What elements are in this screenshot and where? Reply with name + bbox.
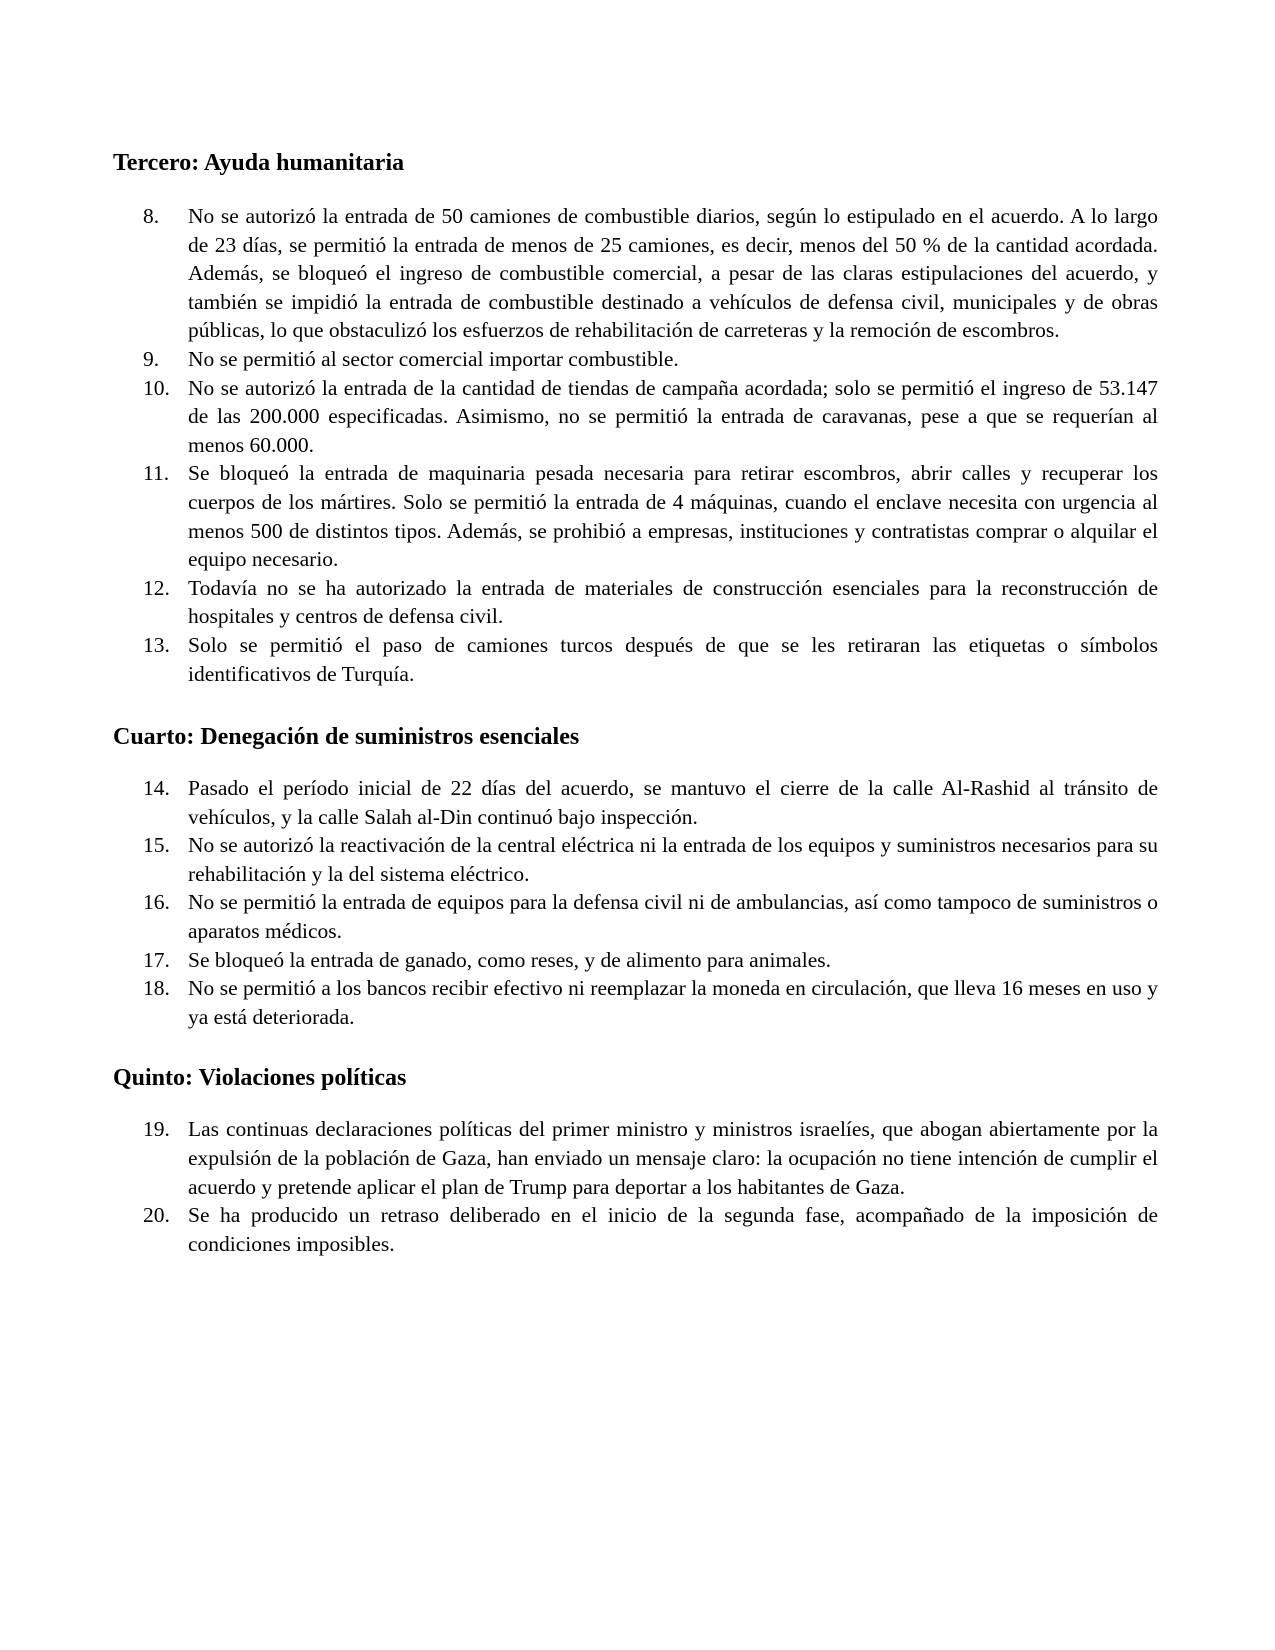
- numbered-list: [113, 774, 1158, 1031]
- list-item: [113, 946, 1158, 975]
- item-text: No se autorizó la entrada de la cantidad de tiendas de campaña acordada; solo se permitió el ingreso de 53.147 de las 200.000 especificadas. Asimismo, no se permitió la entrada de caravanas, pese a que se requerían al menos 60.000.: [188, 375, 1158, 457]
- list-item: [113, 774, 1158, 831]
- item-text: Las continuas declaraciones políticas del primer ministro y ministros israelíes, que abogan abiertamente por la expulsión de la población de Gaza, han enviado un mensaje claro: la ocupación no tiene intención de cumplir el acuerdo y pretende aplicar el plan de Trump para deportar a los habitantes de Gaza.: [188, 1117, 1158, 1199]
- item-number: 13.: [143, 632, 170, 657]
- item-number: 9.: [143, 346, 160, 371]
- list-item: [113, 574, 1158, 631]
- item-number: 17.: [143, 947, 170, 972]
- list-item: [113, 831, 1158, 888]
- item-text: No se permitió al sector comercial importar combustible.: [188, 346, 679, 371]
- list-item: [113, 459, 1158, 573]
- list-item: [113, 888, 1158, 945]
- section-denegacion-suministros: [113, 722, 1158, 1031]
- item-text: No se autorizó la reactivación de la central eléctrica ni la entrada de los equipos y suministros necesarios para su rehabilitación y la del sistema eléctrico.: [188, 833, 1158, 886]
- item-text: Se bloqueó la entrada de maquinaria pesada necesaria para retirar escombros, abrir calles y recuperar los cuerpos de los mártires. Solo se permitió la entrada de 4 máquinas, cuando el enclave necesita con urgencia al menos 500 de distintos tipos. Además, se prohibió a empresas, instituciones y contratistas comprar o alquilar el equipo necesario.: [188, 461, 1158, 572]
- document-page: [113, 148, 1158, 1258]
- item-number: 18.: [143, 976, 170, 1001]
- numbered-list: [113, 1115, 1158, 1258]
- item-text: No se autorizó la entrada de 50 camiones de combustible diarios, según lo estipulado en el acuerdo. A lo largo de 23 días, se permitió la entrada de menos de 25 camiones, es decir, menos del 50 % de la cantidad acordada. Además, se bloqueó el ingreso de combustible comercial, a pesar de las claras estipulaciones del acuerdo, y también se impidió la entrada de combustible destinado a vehículos de defensa civil, municipales y de obras públicas, lo que obstaculizó los esfuerzos de rehabilitación de carreteras y la remoción de escombros.: [188, 204, 1158, 343]
- list-item: [113, 202, 1158, 345]
- item-text: Solo se permitió el paso de camiones turcos después de que se les retiraran las etiquetas o símbolos identificativos de Turquía.: [188, 632, 1158, 686]
- item-number: 10.: [143, 375, 170, 400]
- item-text: Se bloqueó la entrada de ganado, como reses, y de alimento para animales.: [188, 947, 831, 972]
- list-item: [113, 1201, 1158, 1258]
- item-number: 16.: [143, 890, 170, 915]
- section-violaciones-politicas: [113, 1063, 1158, 1258]
- item-text: No se permitió la entrada de equipos para la defensa civil ni de ambulancias, así como tampoco de suministros o aparatos médicos.: [188, 890, 1158, 944]
- item-text: Todavía no se ha autorizado la entrada de materiales de construcción esenciales para la reconstrucción de hospitales y centros de defensa civil.: [188, 575, 1158, 629]
- item-number: 19.: [143, 1117, 170, 1142]
- section-heading: Tercero: Ayuda humanitaria: [113, 150, 405, 176]
- item-text: No se permitió a los bancos recibir efectivo ni reemplazar la moneda en circulación, que lleva 16 meses en uso y ya está deteriorada.: [188, 976, 1158, 1029]
- item-number: 14.: [143, 776, 170, 801]
- item-number: 12.: [143, 575, 170, 600]
- item-number: 15.: [143, 833, 170, 858]
- numbered-list: [113, 202, 1158, 688]
- item-number: 8.: [143, 204, 160, 228]
- list-item: [113, 974, 1158, 1031]
- section-heading: Quinto: Violaciones políticas: [113, 1065, 407, 1092]
- item-number: 11.: [143, 461, 170, 486]
- section-heading: Cuarto: Denegación de suministros esenciales: [113, 724, 580, 751]
- section-ayuda-humanitaria: [113, 148, 1158, 688]
- list-item: [113, 631, 1158, 688]
- item-text: Se ha producido un retraso deliberado en el inicio de la segunda fase, acompañado de la imposición de condiciones imposibles.: [188, 1203, 1158, 1256]
- list-item: [113, 1115, 1158, 1201]
- list-item: [113, 345, 1158, 374]
- item-number: 20.: [143, 1203, 170, 1228]
- list-item: [113, 374, 1158, 460]
- item-text: Pasado el período inicial de 22 días del acuerdo, se mantuvo el cierre de la calle Al-Rashid al tránsito de vehículos, y la calle Salah al-Din continuó bajo inspección.: [188, 776, 1158, 829]
